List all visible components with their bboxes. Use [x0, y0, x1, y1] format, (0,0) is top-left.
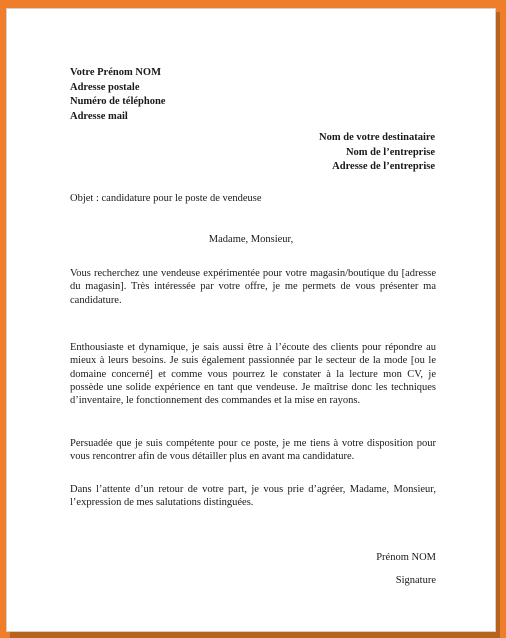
recipient-name: Nom de votre destinataire [319, 132, 435, 143]
letter-salutation: Madame, Monsieur, [208, 234, 294, 245]
sender-address: Adresse postale [70, 81, 140, 93]
sender-name: Votre Prénom NOM [70, 67, 161, 78]
sender-email: Adresse mail [70, 110, 128, 122]
recipient-block [319, 131, 435, 175]
letter-page [6, 8, 496, 632]
closing-signature: Signature [395, 575, 436, 586]
closing-name: Prénom NOM [376, 552, 436, 563]
recipient-company: Nom de l’entreprise [345, 146, 435, 158]
paragraph-intro: Vous recherchez une vendeuse expérimentée pour votre magasin/boutique du [adresse du magasin]. Très intéressée par votre offre, je me permets de vous présenter ma candidature. [70, 268, 436, 306]
paragraph-closing: Dans l’attente d’un retour de votre part, je vous prie d’agréer, Madame, Monsieur, l’expression de mes salutations distinguées. [70, 484, 436, 509]
recipient-address: Adresse de l’entreprise [332, 161, 435, 172]
paragraph-availability: Persuadée que je suis compétente pour ce poste, je me tiens à votre disposition pour vous rencontrer afin de vous détailler plus en avant ma candidature. [70, 438, 436, 463]
sender-phone: Numéro de téléphone [70, 96, 166, 107]
paragraph-skills: Enthousiaste et dynamique, je sais aussi être à l’écoute des clients pour répondre au mieux à leurs besoins. Je suis également passionnée par le secteur de la mode [ou le domaine concerné] et comme vous pourrez le constater à la lecture mon CV, je possède une solide expérience en tant que vendeuse. Je maîtrise donc les techniques d’inventaire, le fonctionnement des commandes et la mise en rayons. [70, 342, 436, 407]
letter-object: Objet : candidature pour le poste de vendeuse [70, 193, 262, 204]
sender-block [70, 66, 165, 124]
